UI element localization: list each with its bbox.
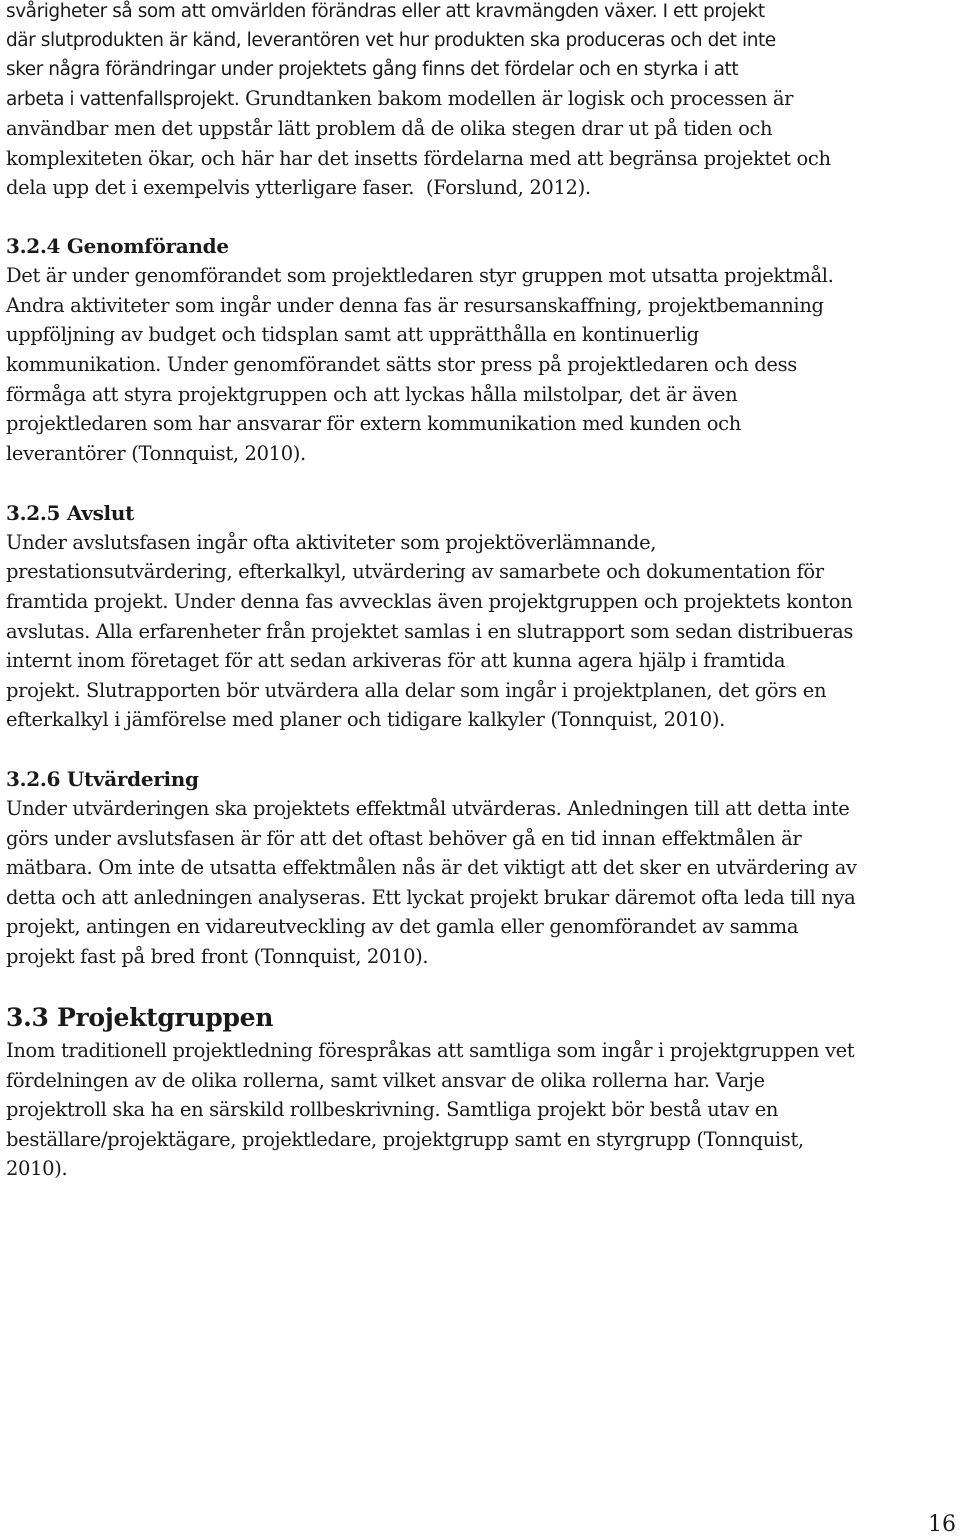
paragraph-line: Under utvärderingen ska projektets effektmål utvärderas. Anledningen till att detta inte: [6, 797, 850, 820]
paragraph-line: kommunikation. Under genomförandet sätts stor press på projektledaren och dess: [6, 353, 797, 376]
section-heading-projektgruppen: 3.3 Projektgruppen: [6, 1003, 274, 1032]
paragraph-line: [6, 84, 793, 115]
paragraph-line: mätbara. Om inte de utsatta effektmålen nås är det viktigt att det sker en utvärdering av: [6, 856, 857, 879]
paragraph-line: 2010).: [6, 1157, 68, 1180]
section-heading-avslut: 3.2.5 Avslut: [6, 501, 135, 525]
paragraph-line: projekt fast på bred front (Tonnquist, 2010).: [6, 945, 429, 968]
paragraph-line: användbar men det uppstår lätt problem då de olika stegen drar ut på tiden och: [6, 117, 773, 140]
paragraph-line: beställare/projektägare, projektledare, projektgrupp samt en styrgrupp (Tonnquist,: [6, 1128, 804, 1151]
paragraph-line: dela upp det i exempelvis ytterligare faser. (Forslund, 2012).: [6, 176, 591, 199]
paragraph-line: prestationsutvärdering, efterkalkyl, utvärdering av samarbete och dokumentation för: [6, 560, 824, 583]
paragraph-line: internt inom företaget för att sedan arkiveras för att kunna agera hjälp i framtida: [6, 649, 786, 672]
paragraph-line: projekt. Slutrapporten bör utvärdera alla delar som ingår i projektplanen, det görs en: [6, 679, 827, 702]
paragraph-line: görs under avslutsfasen är för att det oftast behöver gå en tid innan effektmålen är: [6, 827, 802, 850]
paragraph-line: komplexiteten ökar, och här har det insetts fördelarna med att begränsa projektet och: [6, 147, 831, 170]
paragraph-line: Under avslutsfasen ingår ofta aktiviteter som projektöverlämnande,: [6, 531, 657, 554]
paragraph-line: Inom traditionell projektledning förespråkas att samtliga som ingår i projektgruppen vet: [6, 1039, 855, 1062]
paragraph-line: sker några förändringar under projektets gång finns det fördelar och en styrka i att: [6, 59, 739, 80]
paragraph-line: Det är under genomförandet som projektledaren styr gruppen mot utsatta projektmål.: [6, 264, 834, 287]
paragraph-line-serif-part: Grundtanken bakom modellen är logisk och processen är: [239, 87, 794, 110]
section-heading-genomforande: 3.2.4 Genomförande: [6, 234, 229, 258]
paragraph-line: leverantörer (Tonnquist, 2010).: [6, 442, 306, 465]
paragraph-line: svårigheter så som att omvärlden förändras eller att kravmängden växer. I ett projekt: [6, 1, 765, 22]
paragraph-line: där slutprodukten är känd, leverantören vet hur produkten ska produceras och det inte: [6, 30, 776, 51]
paragraph-line: projekt, antingen en vidareutveckling av det gamla eller genomförandet av samma: [6, 915, 799, 938]
paragraph-line: projektledaren som har ansvarar för extern kommunikation med kunden och: [6, 412, 741, 435]
paragraph-line: efterkalkyl i jämförelse med planer och tidigare kalkyler (Tonnquist, 2010).: [6, 708, 725, 731]
paragraph-line: fördelningen av de olika rollerna, samt vilket ansvar de olika rollerna har. Varje: [6, 1069, 765, 1092]
paragraph-line-sans-part: arbeta i vattenfallsprojekt.: [6, 89, 240, 110]
paragraph-line: framtida projekt. Under denna fas avvecklas även projektgruppen och projektets konton: [6, 590, 853, 613]
paragraph-line: avslutas. Alla erfarenheter från projektet samlas i en slutrapport som sedan distribueras: [6, 620, 854, 643]
paragraph-line: detta och att anledningen analyseras. Ett lyckat projekt brukar däremot ofta leda till nya: [6, 886, 856, 909]
section-heading-utvardering: 3.2.6 Utvärdering: [6, 767, 199, 791]
page-number: 16: [928, 1512, 956, 1537]
paragraph-line: uppföljning av budget och tidsplan samt att upprätthålla en kontinuerlig: [6, 323, 699, 346]
paragraph-line: Andra aktiviteter som ingår under denna fas är resursanskaffning, projektbemanning: [6, 294, 824, 317]
paragraph-line: förmåga att styra projektgruppen och att lyckas hålla milstolpar, det är även: [6, 383, 738, 406]
paragraph-line: projektroll ska ha en särskild rollbeskrivning. Samtliga projekt bör bestå utav en: [6, 1098, 779, 1121]
